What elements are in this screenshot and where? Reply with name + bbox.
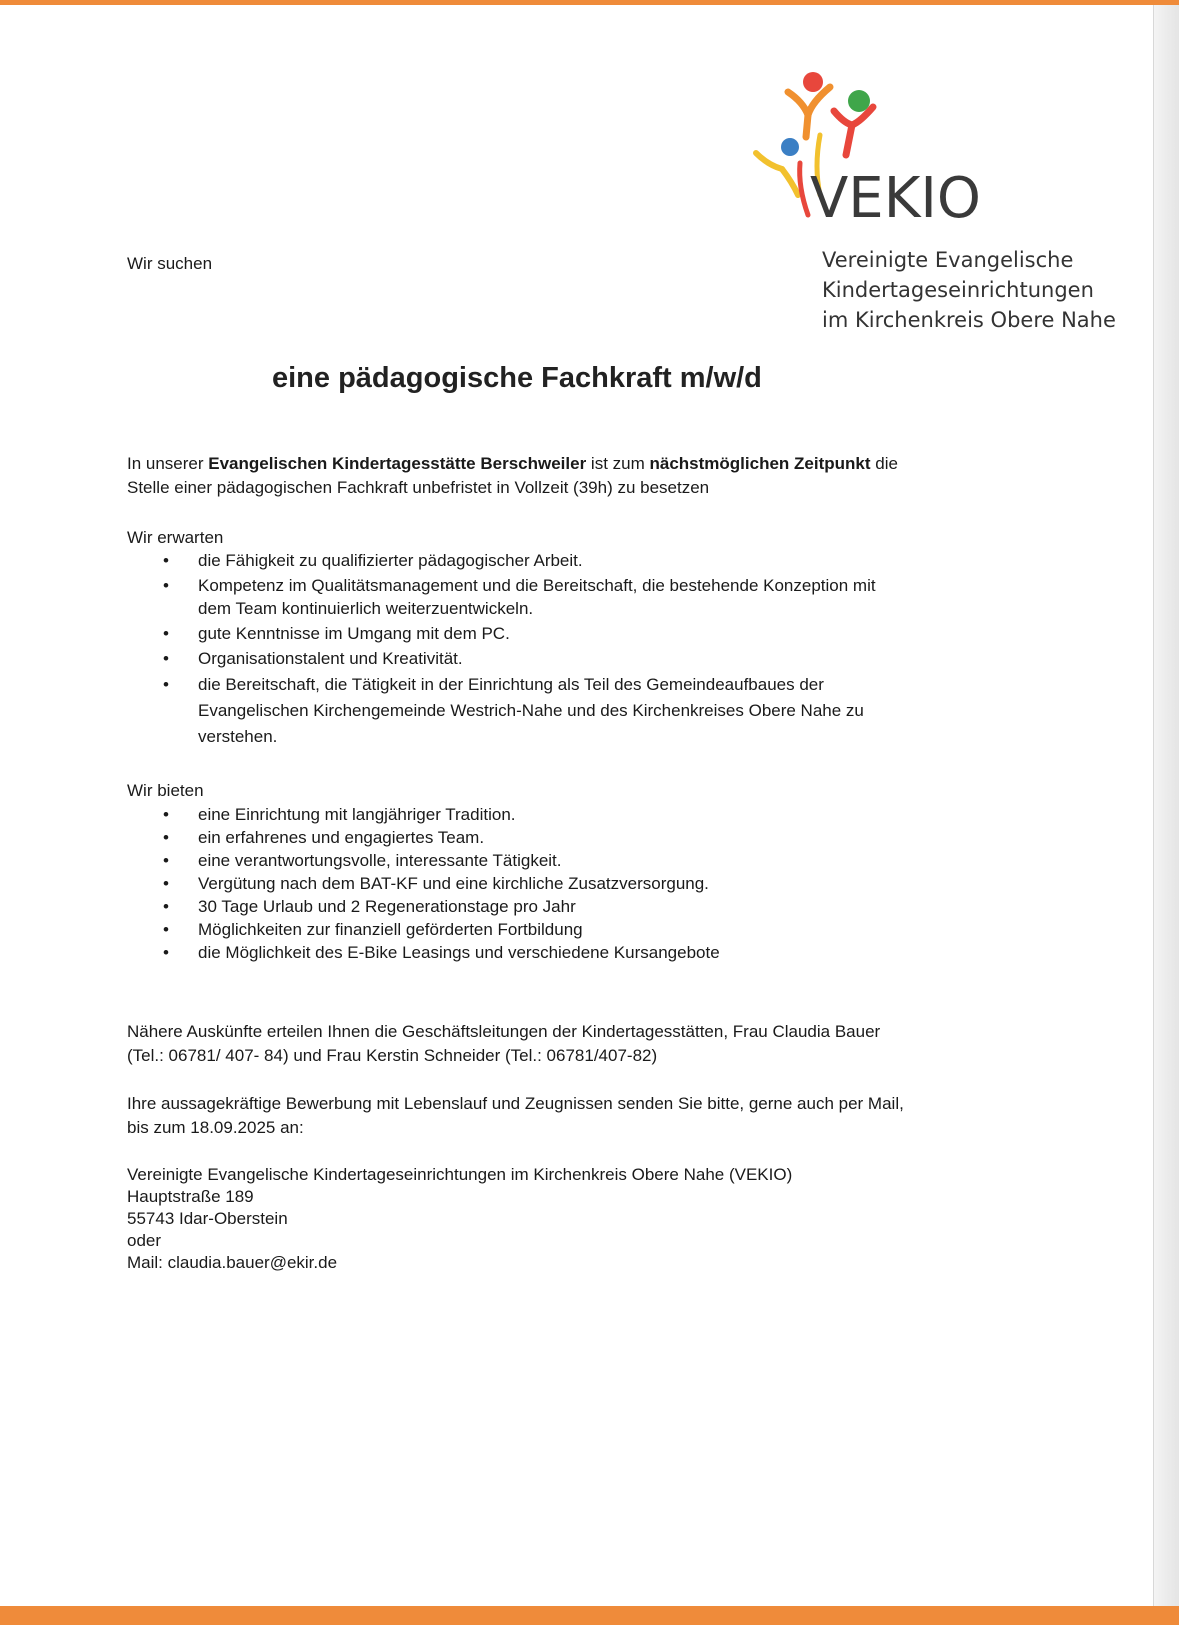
list-item-text: Vergütung nach dem BAT-KF und eine kirchliche Zusatzversorgung. (198, 874, 709, 893)
vekio-logo-icon (748, 67, 1008, 237)
info-line-1: Nähere Auskünfte erteilen Ihnen die Geschäftsleitungen der Kindertagesstätten, Frau Claudia Bauer (127, 1022, 881, 1041)
list-item-text: eine Einrichtung mit langjähriger Tradition. (198, 805, 516, 824)
list-item (127, 574, 876, 620)
list-item-text: eine verantwortungsvolle, interessante Tätigkeit. (198, 851, 562, 870)
lead-line-2: Stelle einer pädagogischen Fachkraft unbefristet in Vollzeit (39h) zu besetzen (127, 478, 710, 497)
list-item (127, 872, 720, 895)
job-headline: eine pädagogische Fachkraft m/w/d (272, 362, 762, 394)
address-org: Vereinigte Evangelische Kindertageseinrichtungen im Kirchenkreis Obere Nahe (VEKIO) (127, 1165, 793, 1184)
lead-text: In unserer (127, 454, 209, 473)
lead-line-1 (127, 452, 898, 475)
lead-start-date: nächstmöglichen Zeitpunkt (649, 454, 871, 473)
list-item (127, 826, 720, 849)
list-item (127, 941, 720, 964)
expect-list (127, 549, 876, 750)
list-item (127, 918, 720, 941)
lead-text: ist zum (586, 454, 650, 473)
logo-subtitle (822, 245, 1152, 335)
bullet-icon: • (163, 851, 169, 870)
bottom-accent-bar (0, 1606, 1179, 1625)
logo-wordmark: VEKIO (810, 166, 982, 231)
bullet-icon: • (163, 897, 169, 916)
intro-label: Wir suchen (127, 254, 213, 273)
list-item-text: die Fähigkeit zu qualifizierter pädagogischer Arbeit. (198, 551, 583, 570)
lead-text: die (870, 454, 898, 473)
bullet-icon: • (163, 675, 169, 694)
list-item-text: Evangelischen Kirchengemeinde Westrich-Nahe und des Kirchenkreises Obere Nahe zu (198, 701, 864, 720)
bullet-icon: • (163, 649, 169, 668)
bullet-icon: • (163, 624, 169, 643)
list-item (127, 647, 876, 670)
list-item-text: Kompetenz im Qualitätsmanagement und die Bereitschaft, die bestehende Konzeption mit (198, 576, 876, 595)
logo-subtitle-line: im Kirchenkreis Obere Nahe (822, 308, 1116, 332)
logo-subtitle-line: Vereinigte Evangelische (822, 248, 1074, 272)
application-line-2: bis zum 18.09.2025 an: (127, 1118, 304, 1137)
bullet-icon: • (163, 576, 169, 595)
address-city: 55743 Idar-Oberstein (127, 1209, 288, 1228)
expect-heading: Wir erwarten (127, 528, 224, 547)
list-item (127, 622, 876, 645)
list-item (127, 895, 720, 918)
address-or: oder (127, 1231, 162, 1250)
offer-list (127, 803, 720, 964)
list-item-text: Möglichkeiten zur finanziell geförderten Fortbildung (198, 920, 583, 939)
list-item-text: gute Kenntnisse im Umgang mit dem PC. (198, 624, 510, 643)
list-item (127, 549, 876, 572)
bullet-icon: • (163, 920, 169, 939)
bullet-icon: • (163, 551, 169, 570)
list-item (127, 803, 720, 826)
logo-subtitle-line: Kindertageseinrichtungen (822, 278, 1094, 302)
bullet-icon: • (163, 828, 169, 847)
document-page (0, 5, 1153, 1606)
lead-institution: Evangelischen Kindertagesstätte Berschweiler (208, 454, 587, 473)
list-item-text: dem Team kontinuierlich weiterzuentwickeln. (198, 599, 534, 618)
list-item (127, 849, 720, 872)
list-item-text: Organisationstalent und Kreativität. (198, 649, 463, 668)
list-item-text: verstehen. (198, 727, 278, 746)
bullet-icon: • (163, 874, 169, 893)
info-line-2: (Tel.: 06781/ 407- 84) und Frau Kerstin Schneider (Tel.: 06781/407-82) (127, 1046, 658, 1065)
bullet-icon: • (163, 805, 169, 824)
address-street: Hauptstraße 189 (127, 1187, 254, 1206)
address-mail[interactable]: Mail: claudia.bauer@ekir.de (127, 1253, 338, 1272)
list-item-text: 30 Tage Urlaub und 2 Regenerationstage pro Jahr (198, 897, 576, 916)
list-item-text: die Bereitschaft, die Tätigkeit in der Einrichtung als Teil des Gemeindeaufbaues der (198, 675, 824, 694)
offer-heading: Wir bieten (127, 781, 204, 800)
bullet-icon: • (163, 943, 169, 962)
page-edge (1153, 5, 1179, 1606)
list-item-text: ein erfahrenes und engagiertes Team. (198, 828, 485, 847)
application-line-1: Ihre aussagekräftige Bewerbung mit Lebenslauf und Zeugnissen senden Sie bitte, gerne auch per Mail, (127, 1094, 904, 1113)
list-item-text: die Möglichkeit des E-Bike Leasings und verschiedene Kursangebote (198, 943, 720, 962)
list-item (127, 672, 876, 750)
